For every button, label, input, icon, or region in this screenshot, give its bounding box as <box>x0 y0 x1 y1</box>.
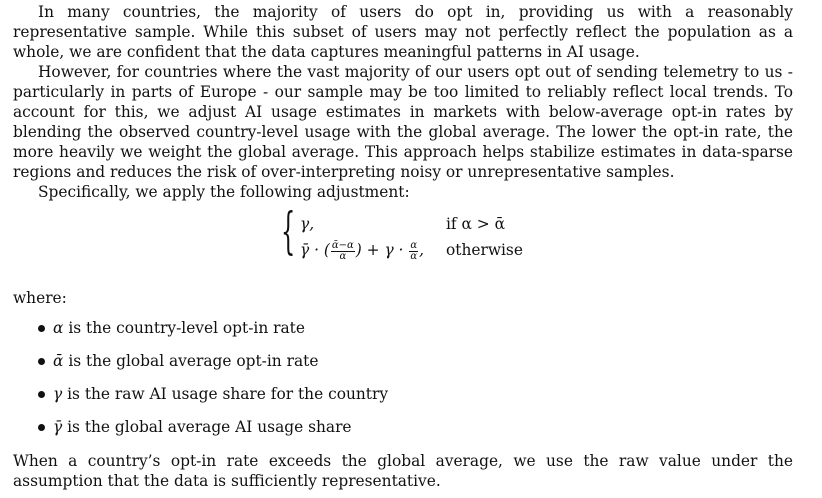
case1-expression: γ, <box>300 215 315 233</box>
piecewise-equation <box>13 202 793 270</box>
bullet-icon <box>38 391 45 398</box>
definition-symbol: α <box>53 319 64 337</box>
definition-text: is the country-level opt-in rate <box>68 319 305 337</box>
definition-text: is the raw AI usage share for the country <box>67 385 389 403</box>
case2-prefix: γ̄ · ( <box>300 241 330 259</box>
definition-symbol: γ̄ <box>53 418 63 436</box>
paragraph-intro: In many countries, the majority of users do opt in, providing us with a reasonably representative sample. While this subset of users may not perfectly reflect the population as a whole, we are confident that the data captures meaningful patterns in AI usage. <box>13 3 793 61</box>
case2-expression <box>300 240 424 262</box>
paragraph-closing: When a country’s opt-in rate exceeds the global average, we use the raw value under the assumption that the data is sufficiently representative. <box>13 452 793 490</box>
document-page <box>13 2 793 491</box>
bullet-icon <box>38 358 45 365</box>
definition-text: is the global average AI usage share <box>67 418 352 436</box>
case1-condition: if α > ᾱ <box>446 215 505 233</box>
fraction-opt-in-ratio: $\frac{\alpha}{\text{ᾱ}}$ <box>410 239 418 262</box>
paragraph-specifically: Specifically, we apply the following adjustment: <box>38 183 410 201</box>
bullet-icon <box>38 325 45 332</box>
where-label: where: <box>13 289 67 307</box>
paragraph-adjustment: However, for countries where the vast majority of our users opt out of sending telemetry to us - particularly in parts of Europe - our sample may be too limited to reliably reflect local trends. To account for this, we adjust AI usage estimates in markets with below-average opt-in rates by blending the observed country-level usage with the global average. The lower the opt-in rate, the more heavily we weight the global average. This approach helps stabilize estimates in data-sparse regions and reduces the risk of over-interpreting noisy or unrepresentative samples. <box>13 63 793 181</box>
definition-text: is the global average opt-in rate <box>68 352 319 370</box>
list-item <box>13 384 793 417</box>
definition-symbol: ᾱ <box>53 352 64 370</box>
case2-condition: otherwise <box>446 241 523 259</box>
list-item <box>13 351 793 384</box>
definition-symbol: γ <box>53 385 63 403</box>
definition-list <box>13 318 793 450</box>
bullet-icon <box>38 424 45 431</box>
case2-suffix: , <box>419 241 425 259</box>
left-brace: { <box>281 202 296 260</box>
list-item <box>13 318 793 351</box>
case2-middle: ) + γ · <box>355 241 404 259</box>
fraction-opt-in-gap: $\frac{\text{ᾱ−α}}{\text{ᾱ}}$ <box>331 239 354 262</box>
list-item <box>13 417 793 450</box>
